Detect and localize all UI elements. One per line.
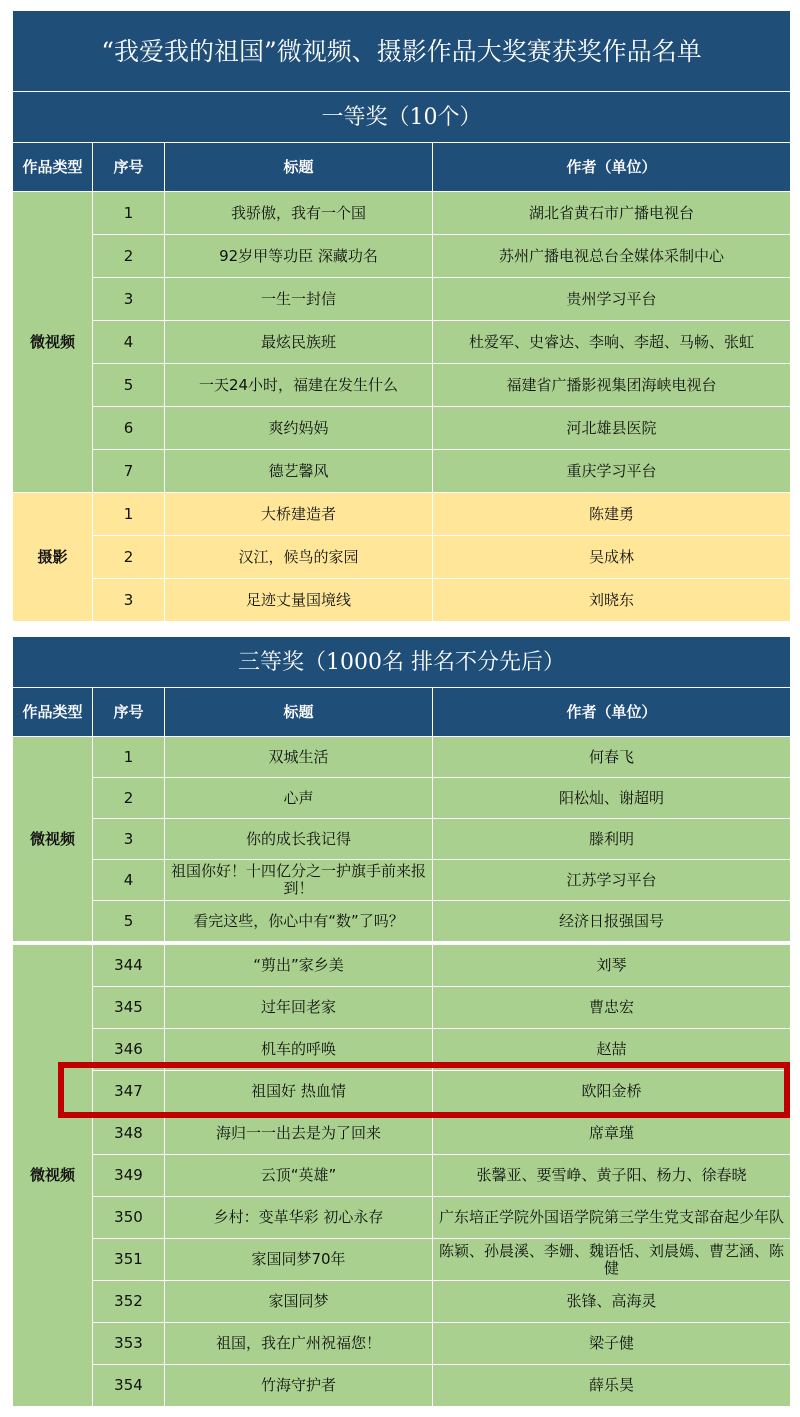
row-title: 云顶“英雄”	[165, 1155, 433, 1197]
row-author: 贵州学习平台	[433, 278, 791, 321]
row-author: 赵喆	[433, 1029, 791, 1071]
category-cell: 微视频	[13, 192, 93, 493]
table-row	[13, 192, 791, 235]
row-author: 湖北省黄石市广播电视台	[433, 192, 791, 235]
table-row	[13, 1323, 791, 1365]
row-number: 1	[93, 737, 165, 778]
row-author: 杜爱军、史睿达、李响、李超、马畅、张虹	[433, 321, 791, 364]
first-prize-block	[12, 10, 790, 622]
page-title: “我爱我的祖国”微视频、摄影作品大奖赛获奖作品名单	[13, 11, 791, 92]
header-category: 作品类型	[13, 143, 93, 192]
row-number: 3	[93, 819, 165, 860]
row-author: 曹忠宏	[433, 987, 791, 1029]
row-number: 354	[93, 1365, 165, 1407]
table-row	[13, 364, 791, 407]
row-number: 4	[93, 321, 165, 364]
row-author: 河北雄县医院	[433, 407, 791, 450]
row-author: 苏州广播电视总台全媒体采制中心	[433, 235, 791, 278]
table-row	[13, 1113, 791, 1155]
row-author: 广东培正学院外国语学院第三学生党支部奋起少年队	[433, 1197, 791, 1239]
header-number: 序号	[93, 688, 165, 737]
row-number: 351	[93, 1239, 165, 1281]
row-title: 机车的呼唤	[165, 1029, 433, 1071]
row-title: “剪出”家乡美	[165, 945, 433, 987]
row-title: 你的成长我记得	[165, 819, 433, 860]
row-title: 双城生活	[165, 737, 433, 778]
header-author: 作者（单位）	[433, 143, 791, 192]
row-number: 353	[93, 1323, 165, 1365]
third-prize-heading: 三等奖（1000名 排名不分先后）	[13, 637, 791, 688]
row-author: 滕利明	[433, 819, 791, 860]
row-number: 346	[93, 1029, 165, 1071]
row-title: 一天24小时，福建在发生什么	[165, 364, 433, 407]
row-number: 6	[93, 407, 165, 450]
table-row	[13, 493, 791, 536]
table-row	[13, 987, 791, 1029]
row-title: 92岁甲等功臣 深藏功名	[165, 235, 433, 278]
row-number: 352	[93, 1281, 165, 1323]
header-row	[13, 143, 791, 192]
row-number: 349	[93, 1155, 165, 1197]
row-title: 足迹丈量国境线	[165, 579, 433, 622]
row-number: 348	[93, 1113, 165, 1155]
table-row	[13, 1281, 791, 1323]
row-title: 乡村：变革华彩 初心永存	[165, 1197, 433, 1239]
row-number: 3	[93, 278, 165, 321]
header-title: 标题	[165, 688, 433, 737]
table-row	[13, 579, 791, 622]
row-title: 海归一一出去是为了回来	[165, 1113, 433, 1155]
table-row	[13, 1239, 791, 1281]
row-title: 心声	[165, 778, 433, 819]
row-author: 薛乐昊	[433, 1365, 791, 1407]
table-row	[13, 1365, 791, 1407]
table-row	[13, 819, 791, 860]
row-number: 2	[93, 536, 165, 579]
row-author: 陈颖、孙晨溪、李姗、魏语恬、刘晨嫣、曹艺涵、陈健	[433, 1239, 791, 1281]
row-title: 一生一封信	[165, 278, 433, 321]
row-author: 吴成林	[433, 536, 791, 579]
row-title: 最炫民族班	[165, 321, 433, 364]
row-number: 4	[93, 860, 165, 901]
row-title: 我骄傲，我有一个国	[165, 192, 433, 235]
table-row	[13, 321, 791, 364]
third-prize-block	[12, 636, 790, 942]
row-title: 祖国好 热血情	[165, 1071, 433, 1113]
table-row	[13, 450, 791, 493]
row-author: 重庆学习平台	[433, 450, 791, 493]
row-title: 爽约妈妈	[165, 407, 433, 450]
row-number: 2	[93, 235, 165, 278]
row-author: 席章瑾	[433, 1113, 791, 1155]
table-row	[13, 901, 791, 942]
row-number: 2	[93, 778, 165, 819]
row-author: 福建省广播影视集团海峡电视台	[433, 364, 791, 407]
table-row	[13, 1197, 791, 1239]
table-row	[13, 1155, 791, 1197]
category-cell: 摄影	[13, 493, 93, 622]
table-row	[13, 945, 791, 987]
row-number: 1	[93, 493, 165, 536]
row-author: 梁子健	[433, 1323, 791, 1365]
table-row	[13, 278, 791, 321]
row-title: 德艺馨风	[165, 450, 433, 493]
table-row	[13, 407, 791, 450]
row-author: 刘晓东	[433, 579, 791, 622]
row-author: 阳松灿、谢超明	[433, 778, 791, 819]
row-author: 欧阳金桥	[433, 1071, 791, 1113]
row-author: 刘琴	[433, 945, 791, 987]
row-number: 5	[93, 364, 165, 407]
table-row	[13, 778, 791, 819]
header-title: 标题	[165, 143, 433, 192]
row-author: 陈建勇	[433, 493, 791, 536]
row-number: 347	[93, 1071, 165, 1113]
first-prize-heading: 一等奖（10个）	[13, 92, 791, 143]
row-title: 祖国你好！十四亿分之一护旗手前来报到！	[165, 860, 433, 901]
third-prize-continued-table	[12, 944, 791, 1407]
row-title: 家国同梦70年	[165, 1239, 433, 1281]
row-number: 7	[93, 450, 165, 493]
row-author: 江苏学习平台	[433, 860, 791, 901]
row-number: 344	[93, 945, 165, 987]
row-title: 汉江，候鸟的家园	[165, 536, 433, 579]
header-category: 作品类型	[13, 688, 93, 737]
row-title: 祖国，我在广州祝福您！	[165, 1323, 433, 1365]
category-cell: 微视频	[13, 737, 93, 942]
row-number: 350	[93, 1197, 165, 1239]
row-author: 张馨亚、要雪峥、黄子阳、杨力、徐春晓	[433, 1155, 791, 1197]
highlight-frame	[58, 1062, 790, 1118]
row-title: 竹海守护者	[165, 1365, 433, 1407]
row-title: 大桥建造者	[165, 493, 433, 536]
row-author: 经济日报强国号	[433, 901, 791, 942]
category-cell: 微视频	[13, 945, 93, 1407]
table-row	[13, 536, 791, 579]
row-title: 过年回老家	[165, 987, 433, 1029]
table-row	[13, 737, 791, 778]
header-author: 作者（单位）	[433, 688, 791, 737]
row-author: 张锋、高海灵	[433, 1281, 791, 1323]
row-number: 345	[93, 987, 165, 1029]
first-prize-table	[12, 10, 791, 622]
table-row	[13, 235, 791, 278]
third-prize-continued-block	[12, 944, 790, 1407]
third-prize-table	[12, 636, 791, 942]
row-title: 家国同梦	[165, 1281, 433, 1323]
header-number: 序号	[93, 143, 165, 192]
row-author: 何春飞	[433, 737, 791, 778]
row-number: 5	[93, 901, 165, 942]
row-number: 3	[93, 579, 165, 622]
table-row	[13, 860, 791, 901]
header-row	[13, 688, 791, 737]
row-number: 1	[93, 192, 165, 235]
row-title: 看完这些，你心中有“数”了吗？	[165, 901, 433, 942]
